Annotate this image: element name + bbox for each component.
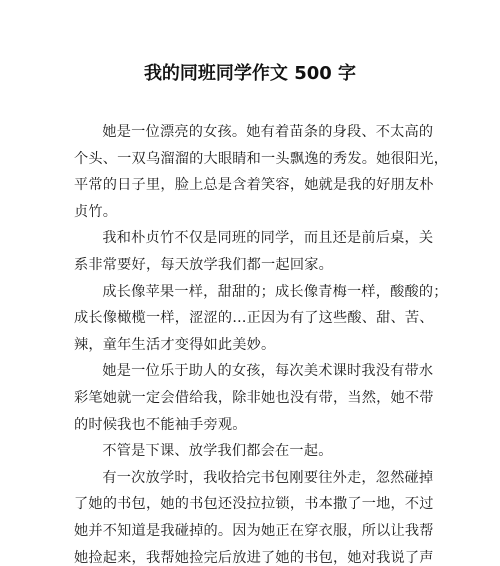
- paragraph-line: 她捡起来，我帮她捡完后放进了她的书包，她对我说了声: [74, 549, 434, 566]
- paragraph-4: [74, 358, 434, 438]
- paragraph-line: 不管是下课、放学我们都会在一起。: [102, 443, 333, 460]
- paragraph-1: [74, 119, 449, 225]
- paragraph-line: 她是一位漂亮的女孩。她有着苗条的身段、不太高的: [102, 124, 434, 140]
- paragraph-5: [74, 438, 434, 465]
- paragraph-line: 了她的书包，她的书包还没拉拉锁，书本撒了一地，不过: [74, 496, 434, 513]
- paragraph-line: 成长像橄榄一样，涩涩的…正因为有了这些酸、甜、苦、: [74, 310, 434, 327]
- paragraph-line: 彩笔她就一定会借给我，除非她也没有带，当然，她不带: [74, 389, 434, 406]
- paragraph-line: 她并不知道是我碰掉的。因为她正在穿衣服，所以让我帮: [74, 522, 434, 539]
- paragraph-line: 有一次放学时，我收拾完书包刚要往外走，忽然碰掉: [102, 469, 434, 486]
- paragraph-line: 我和朴贞竹不仅是同班的同学，而且还是前后桌，关: [102, 230, 434, 247]
- paragraph-3: [74, 279, 448, 359]
- document-body: [74, 119, 449, 566]
- paragraph-line: 她是一位乐于助人的女孩，每次美术课时我没有带水: [102, 363, 434, 380]
- document-title: 我的同班同学作文 500 字: [143, 63, 357, 84]
- paragraph-line: 个头、一双乌溜溜的大眼睛和一头飘逸的秀发。她很阳光，: [74, 150, 449, 167]
- paragraph-6: [74, 465, 434, 566]
- paragraph-line: 贞竹。: [74, 203, 118, 220]
- paragraph-line: 平常的日子里，脸上总是含着笑容，她就是我的好朋友朴: [74, 177, 434, 194]
- paragraph-line: 的时候我也不能袖手旁观。: [74, 416, 247, 433]
- paragraph-line: 系非常要好，每天放学我们都一起回家。: [74, 256, 333, 273]
- paragraph-line: 成长像苹果一样，甜甜的；成长像青梅一样，酸酸的；: [102, 283, 448, 300]
- paragraph-line: 辣，童年生活才变得如此美妙。: [74, 336, 276, 353]
- paragraph-2: [74, 225, 434, 278]
